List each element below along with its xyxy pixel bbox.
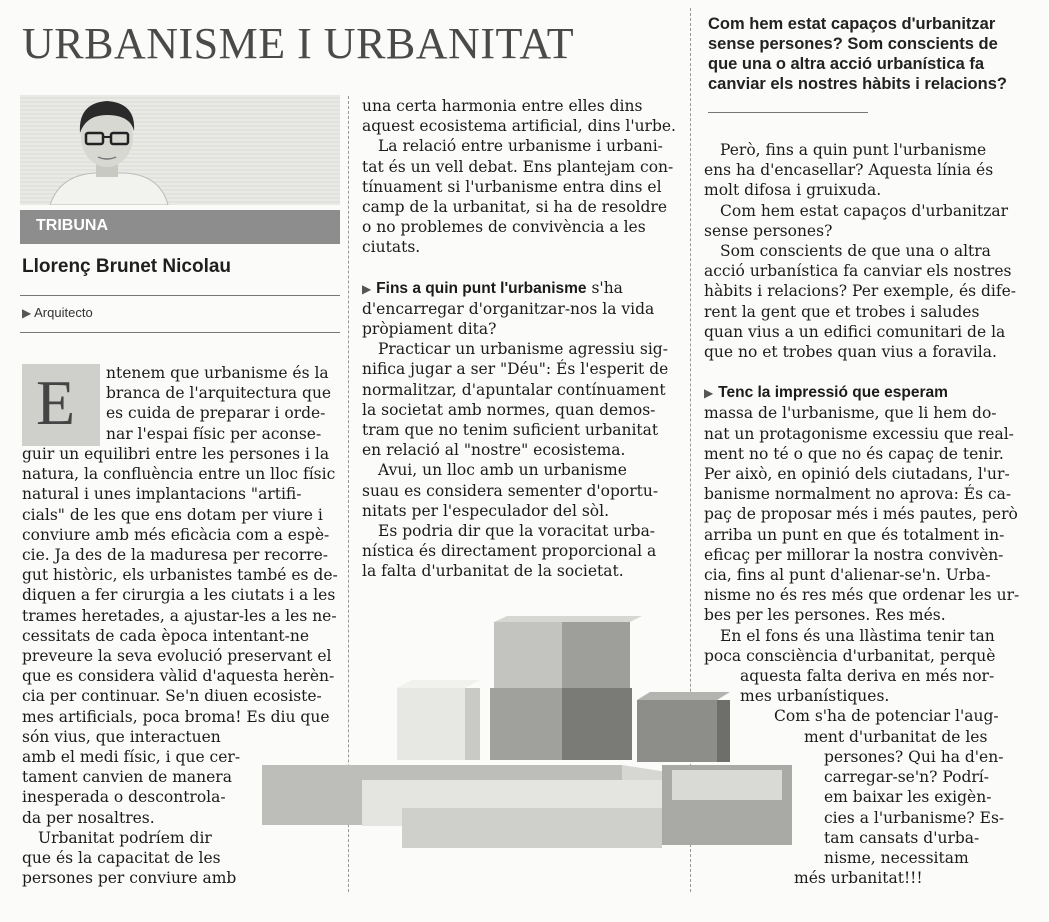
triangle-bullet-icon: ▶ (22, 306, 32, 320)
text-line: nisme, necessitam (824, 848, 969, 867)
subhead-line (362, 278, 682, 299)
text-line: preveure la seva evolució preservant el (22, 647, 332, 666)
text-line: En el fons és una llàstima tenir tan (720, 626, 995, 645)
text-line: tínuament si l'urbanisme entra dins el (362, 177, 662, 196)
text-line: o no problemes de convivència a les (362, 218, 646, 237)
text-line: diquen a fer cirurgia a les ciutats i a les (22, 586, 336, 605)
text-line: natural i unes implantacions "artifi- (22, 485, 302, 504)
role-divider (20, 332, 340, 333)
text-line: persones per conviure amb (22, 869, 237, 888)
text-line: nitats per l'especulador del sòl. (362, 501, 609, 520)
drop-cap-letter: E (36, 367, 76, 438)
text-line: persones? Qui ha d'en- (824, 747, 1004, 766)
text-line: nística és directament proporcional a (362, 542, 657, 561)
author-role (22, 305, 93, 320)
col3-body (704, 140, 1044, 888)
pull-quote-divider (708, 112, 868, 113)
text-line: en relació al "nostre" ecosistema. (362, 441, 626, 460)
text-line: gut històric, els urbanistes també es de- (22, 566, 338, 585)
text-line: es cuida de preparar i orde- (106, 404, 326, 423)
text-line: amb el medi físic, i que cer- (22, 748, 241, 767)
text-line: camp de la urbanitat, si ha de resoldre (362, 198, 668, 217)
text-line: Com hem estat capaços d'urbanitzar (720, 201, 1009, 220)
text-line: hàbits i relacions? Per exemple, és dife- (704, 282, 1017, 301)
text-line: Practicar un urbanisme agressiu sig- (378, 340, 668, 359)
text-line: la societat amb normes, quan demos- (362, 400, 656, 419)
col1-lead (106, 363, 342, 444)
text-line: sense persones? Som conscients de (708, 35, 998, 53)
text-line: cials" de les que ens dotam per viure i (22, 505, 323, 524)
text-line: acció urbanística fa canviar els nostres (704, 262, 1012, 281)
drop-cap (22, 364, 100, 446)
text-line: rent la gent que et trobes i saludes (704, 302, 980, 321)
text-line: tat és un vell debat. Ens plantejam con- (362, 157, 674, 176)
text-line: Però, fins a quin punt l'urbanisme (720, 141, 987, 159)
text-line: nifica jugar a ser "Déu": És l'esperit de (362, 360, 669, 379)
text-line: són vius, que interactuen (22, 727, 221, 746)
article-title: URBANISME I URBANITAT (22, 19, 575, 68)
author-name: Llorenç Brunet Nicolau (22, 256, 232, 277)
text-line: trames heretades, a ajustar-les a les ne- (22, 606, 337, 625)
text-line: guir un equilibri entre les persones i la (22, 445, 330, 463)
text-line: que es considera vàlid d'aquesta herèn- (22, 667, 335, 686)
text-line: natura, la confluència entre un lloc físic (22, 465, 336, 484)
triangle-bullet-icon: ▶ (704, 386, 714, 401)
text-line: cie. Ja des de la maduresa per recorre- (22, 546, 328, 565)
text-line: nisme no és res més que ordenar les ur- (704, 586, 1020, 605)
text-line: mes artificials, poca broma! Es diu que (22, 707, 330, 726)
text-line: cia, fins al punt d'alienar-se'n. Urba- (704, 566, 991, 585)
text-line: bes per les persones. Res més. (704, 606, 946, 625)
col2-body (362, 96, 682, 582)
text-line: suau es considera sementer d'oportu- (362, 481, 659, 500)
text-line: que és la capacitat de les (22, 849, 221, 868)
author-role-text: Arquitecto (34, 305, 93, 320)
text-line: ment no té o que no és capaç de tenir. (704, 444, 1004, 463)
text-line: inesperada o descontrola- (22, 788, 226, 807)
text-line: normalitzar, d'apuntalar contínuament (362, 380, 666, 399)
text-line: sense persones? (704, 221, 833, 240)
text-line: tram que no tenim suficient urbanitat (362, 421, 659, 440)
text-line: aquesta falta deriva en més nor- (740, 667, 995, 686)
text-line: molt difosa i gruixuda. (704, 181, 882, 200)
author-divider (20, 295, 340, 296)
pull-quote (708, 14, 1043, 94)
subhead-line (704, 382, 1044, 403)
text-line: mes urbanístiques. (740, 687, 890, 706)
text-line: conviure amb més eficàcia com a espè- (22, 525, 330, 544)
text-line: carregar-se'n? Podrí- (824, 768, 989, 787)
text-line: Avui, un lloc amb un urbanisme (378, 461, 627, 480)
author-portrait (30, 95, 180, 205)
text-line: cia per continuar. Se'n diuen ecosiste- (22, 687, 322, 706)
text-line: Per això, en opinió dels ciutadans, l'ur- (704, 465, 1010, 484)
text-line: Es podria dir que la voracitat urba- (378, 522, 656, 541)
text-line: ens ha d'encasellar? Aquesta línia és (704, 161, 994, 180)
subhead: Tenc la impressió que esperam (718, 384, 948, 402)
text-line: nat un protagonisme excessiu que real- (704, 424, 1014, 443)
text-line: banisme normalment no aprova: És ca- (704, 485, 1012, 504)
text-line: la falta d'urbanitat de la societat. (362, 562, 624, 581)
text-line: més urbanitat!!! (794, 869, 923, 888)
text-line: eficaç per millorar la nostra convivèn- (704, 545, 1004, 564)
section-bar (20, 210, 340, 244)
subhead: Fins a quin punt l'urbanisme (376, 279, 587, 297)
text-line: poca consciència d'urbanitat, perquè (704, 646, 996, 665)
text-line: Urbanitat podríem dir (38, 828, 212, 847)
text-line: tam cansats d'urba- (824, 828, 980, 847)
text-line: em baixar les exigèn- (824, 788, 992, 807)
text-line: branca de l'arquitectura que (106, 384, 332, 403)
text-line: d'encarregar d'organitzar-nos la vida (362, 299, 655, 318)
text-line: ciutats. (362, 238, 421, 257)
text-line: arriba un punt en que és totalment in- (704, 525, 1005, 544)
author-photo (20, 95, 340, 205)
text-line: quan vius a un edifici comunitari de la (704, 322, 1006, 341)
text-line: cessitats de cada època intentant-ne (22, 626, 310, 645)
text-line: Com s'ha de potenciar l'aug- (774, 707, 999, 726)
text-line: cies a l'urbanisme? Es- (824, 808, 1005, 827)
text-line: ntenem que urbanisme és la (106, 364, 329, 382)
text-line: canviar els nostres hàbits i relacions? (708, 75, 1007, 93)
triangle-bullet-icon: ▶ (362, 281, 372, 296)
text-line: nar l'espai físic per aconse- (106, 424, 322, 443)
text-line: ment d'urbanitat de les (804, 727, 988, 746)
text-line: Som conscients de que una o altra (720, 242, 991, 261)
text-line: tament canvien de manera (22, 768, 232, 787)
text-line: aquest ecosistema artificial, dins l'urbe. (362, 117, 676, 136)
text-line: Com hem estat capaços d'urbanitzar (708, 15, 996, 33)
text-line: La relació entre urbanisme i urbani- (378, 137, 663, 156)
text-line: pròpiament dita? (362, 320, 497, 339)
text-line: paç de proposar més i més pautes, però (704, 505, 1018, 524)
text-line: massa de l'urbanisme, que li hem do- (704, 404, 997, 423)
text-line: que no et trobes quan vius a foravila. (704, 343, 997, 362)
text-line: que una o altra acció urbanística fa (708, 55, 984, 73)
text-line: da per nosaltres. (22, 808, 155, 827)
text-line: una certa harmonia entre elles dins (362, 97, 643, 115)
text-line: s'ha (586, 278, 623, 297)
section-label: TRIBUNA (36, 217, 108, 234)
